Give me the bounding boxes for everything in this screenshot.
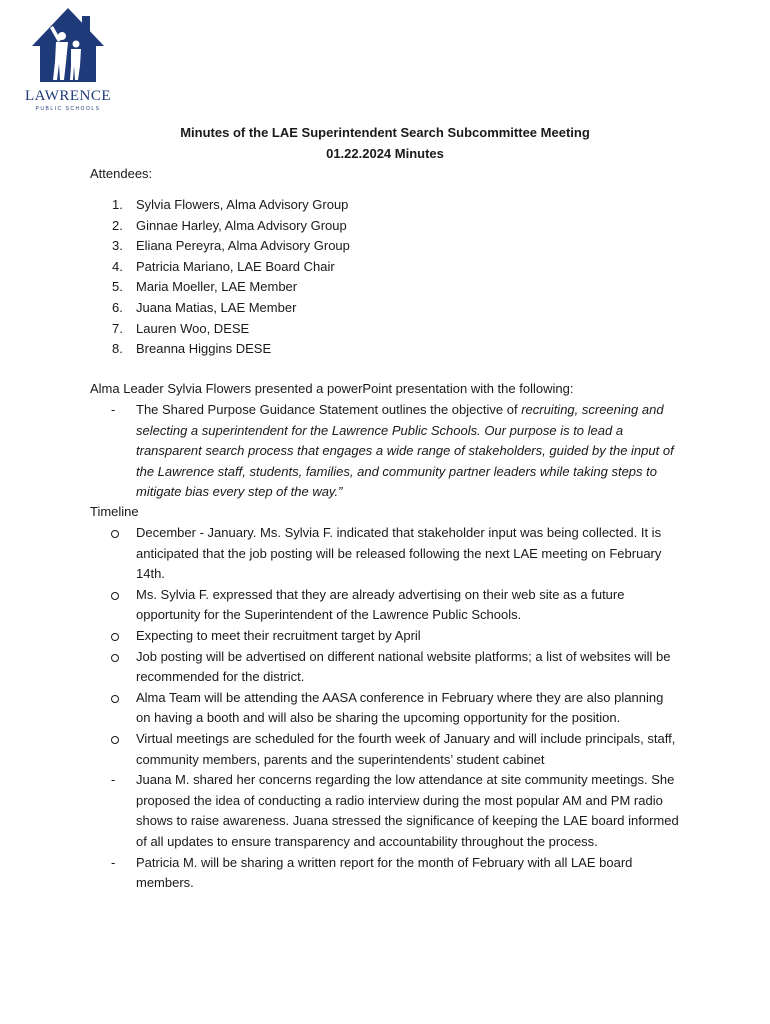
list-number: 2. xyxy=(112,217,123,233)
circle-bullet-icon xyxy=(111,592,119,600)
attendees-list xyxy=(112,195,350,360)
list-item xyxy=(112,216,350,237)
list-number: 3. xyxy=(112,238,123,254)
purpose-statement xyxy=(90,400,680,503)
circle-bullet-icon xyxy=(111,654,119,662)
list-item xyxy=(90,688,680,729)
attendee-name: Sylvia Flowers, Alma Advisory Group xyxy=(136,197,349,212)
dash-bullet: - xyxy=(111,854,116,870)
list-item xyxy=(112,319,350,340)
attendee-name: Breanna Higgins DESE xyxy=(136,341,272,357)
document-title: Minutes of the LAE Superintendent Search Subcommittee Meeting xyxy=(180,125,590,140)
list-item xyxy=(90,770,680,852)
logo-subtitle: PUBLIC SCHOOLS xyxy=(35,106,101,112)
list-item xyxy=(90,400,680,503)
purpose-quote: recruiting, screening and selecting a superintendent for the Lawrence Public Schools. Our purpose is to lead a transparent search process that engages a wide range of stakeholders, guided by the input of the Lawrence staff, students, families, and community partner leaders while taking steps to mitigate bias every step of the way.” xyxy=(136,402,674,500)
timeline-text: Virtual meetings are scheduled for the fourth week of January and will include principals, staff, community members, parents and the superintendents’ student cabinet xyxy=(136,730,676,767)
list-item xyxy=(90,523,680,585)
attendee-name: Juana Matias, LAE Member xyxy=(136,299,297,315)
purpose-prefix: The Shared Purpose Guidance Statement outlines the objective of xyxy=(136,402,522,417)
dash-bullet: - xyxy=(111,402,116,417)
list-item xyxy=(90,853,680,894)
timeline-text: Job posting will be advertised on different national website platforms; a list of websites will be recommended for the district. xyxy=(136,648,671,685)
circle-bullet-icon xyxy=(111,736,119,744)
list-number: 4. xyxy=(112,258,123,274)
list-number: 6. xyxy=(112,299,123,315)
circle-bullet-icon xyxy=(111,695,119,703)
list-item xyxy=(112,195,350,216)
list-item xyxy=(112,257,350,278)
list-item xyxy=(90,626,680,647)
timeline-label: Timeline xyxy=(90,504,139,519)
timeline-text: Alma Team will be attending the AASA conference in February where they are also planning on having a booth and will also be sharing the upcoming opportunity for the position. xyxy=(136,689,664,726)
attendees-label: Attendees: xyxy=(90,166,153,181)
attendee-name: Patricia Mariano, LAE Board Chair xyxy=(136,258,335,274)
list-number: 1. xyxy=(112,197,123,212)
attendee-name: Eliana Pereyra, Alma Advisory Group xyxy=(136,238,350,254)
list-item xyxy=(90,647,680,688)
list-number: 7. xyxy=(112,320,123,336)
presentation-intro: Alma Leader Sylvia Flowers presented a powerPoint presentation with the following: xyxy=(90,381,574,396)
timeline-text: December - January. Ms. Sylvia F. indicated that stakeholder input was being collected. It is anticipated that the job posting will be released following the next LAE meeting on February 14th. xyxy=(136,525,662,582)
logo-wordmark: LAWRENCE xyxy=(24,88,112,104)
timeline-text: Ms. Sylvia F. expressed that they are already advertising on their web site as a future opportunity for the Superintendent of the Lawrence Public Schools. xyxy=(136,586,625,623)
list-item xyxy=(90,585,680,626)
circle-bullet-icon xyxy=(111,633,119,641)
list-number: 5. xyxy=(112,279,123,295)
lawrence-logo xyxy=(18,6,118,112)
list-item xyxy=(112,277,350,298)
list-number: 8. xyxy=(112,341,123,357)
dash-bullet: - xyxy=(111,772,116,788)
list-item xyxy=(112,236,350,257)
note-text: Juana M. shared her concerns regarding the low attendance at site community meetings. She proposed the idea of conducting a radio interview during the most popular AM and PM radio shows to raise awareness. Juana stressed the significance of keeping the LAE board informed of all updates to ensure transparency and accountability throughout the process. xyxy=(136,772,679,849)
school-house-icon xyxy=(28,6,108,88)
note-text: Patricia M. will be sharing a written report for the month of February with all LAE board members. xyxy=(136,854,633,891)
list-item xyxy=(90,729,680,770)
timeline-text: Expecting to meet their recruitment target by April xyxy=(136,627,421,643)
attendee-name: Ginnae Harley, Alma Advisory Group xyxy=(136,217,347,233)
document-subtitle: 01.22.2024 Minutes xyxy=(326,146,444,161)
timeline-list xyxy=(90,523,680,894)
attendee-name: Maria Moeller, LAE Member xyxy=(136,279,298,295)
circle-bullet-icon xyxy=(111,530,119,538)
attendee-name: Lauren Woo, DESE xyxy=(136,320,250,336)
list-item xyxy=(112,298,350,319)
list-item xyxy=(112,339,350,360)
